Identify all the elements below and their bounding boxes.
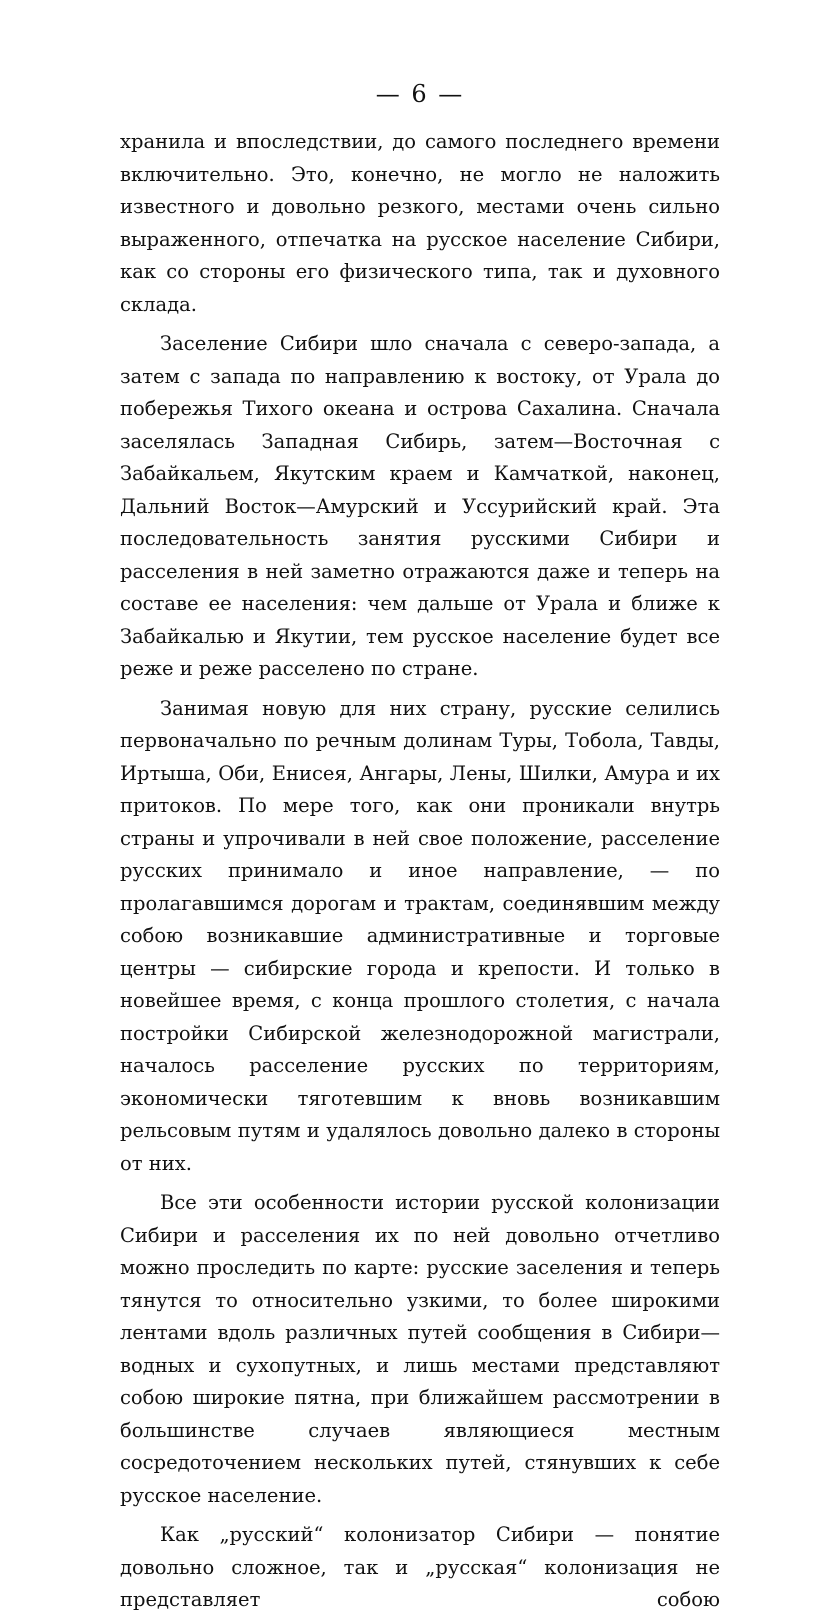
paragraph-continuation: хранила и впоследствии, до самого последнего времени включительно. Это, конечно, не могло не наложить известного и довольно резкого, местами очень сильно выраженного, отпечатка на русское население Сибири, как со стороны его физического типа, так и духовного склада. — [120, 130, 720, 316]
paragraph-colonizer: Как „русский“ колонизатор Сибири — понятие довольно сложное, так и „русская“ колонизация не представляет собою — [120, 1523, 720, 1611]
page-text — [120, 126, 720, 1624]
paragraph-settlement-directions: Заселение Сибири шло сначала с северо-запада, а затем с запада по направлению к востоку, от Урала до побережья Тихого океана и острова Сахалина. Сначала заселялась Западная Сибирь, затем—Восточная с Забайкальем, Якутским краем и Камчаткой, наконец, Дальний Восток—Амурский и Уссурийский край. Эта последовательность занятия русскими Сибири и расселения в ней заметно отражаются даже и теперь на составе ее населения: чем дальше от Урала и ближе к Забайкалью и Якутии, тем русское население будет все реже и реже расселено по стране. — [120, 332, 720, 680]
paragraph-river-valleys: Занимая новую для них страну, русские селились первоначально по речным долинам Туры, Тобола, Тавды, Иртыша, Оби, Енисея, Ангары, Лены, Шилки, Амура и их притоков. По мере того, как они проникали внутрь страны и упрочивали в ней свое положение, расселение русских принимало и иное направление, — по пролагавшимся дорогам и трактам, соединявшим между собою возникавшие административные и торговые центры — сибирские города и крепости. И только в новейшее время, с конца прошлого столетия, с начала постройки Сибирской железнодорожной магистрали, началось расселение русских по территориям, экономически тяготевшим к вновь возникавшим рельсовым путям и удалялось довольно далеко в стороны от них. — [120, 696, 720, 1175]
paragraph-map-observations: Все эти особенности истории русской колонизации Сибири и расселения их по ней довольно отчетливо можно проследить по карте: русские заселения и теперь тянутся то относительно узкими, то более широкими лентами вдоль различных путей сообщения в Сибири—водных и сухопутных, и лишь местами представляют собою широкие пятна, при ближайшем рассмотрении в большинстве случаев являющиеся местным сосредоточением нескольких путей, стянувших к себе русское население. — [120, 1191, 720, 1507]
page-number: — 6 — — [375, 80, 465, 108]
